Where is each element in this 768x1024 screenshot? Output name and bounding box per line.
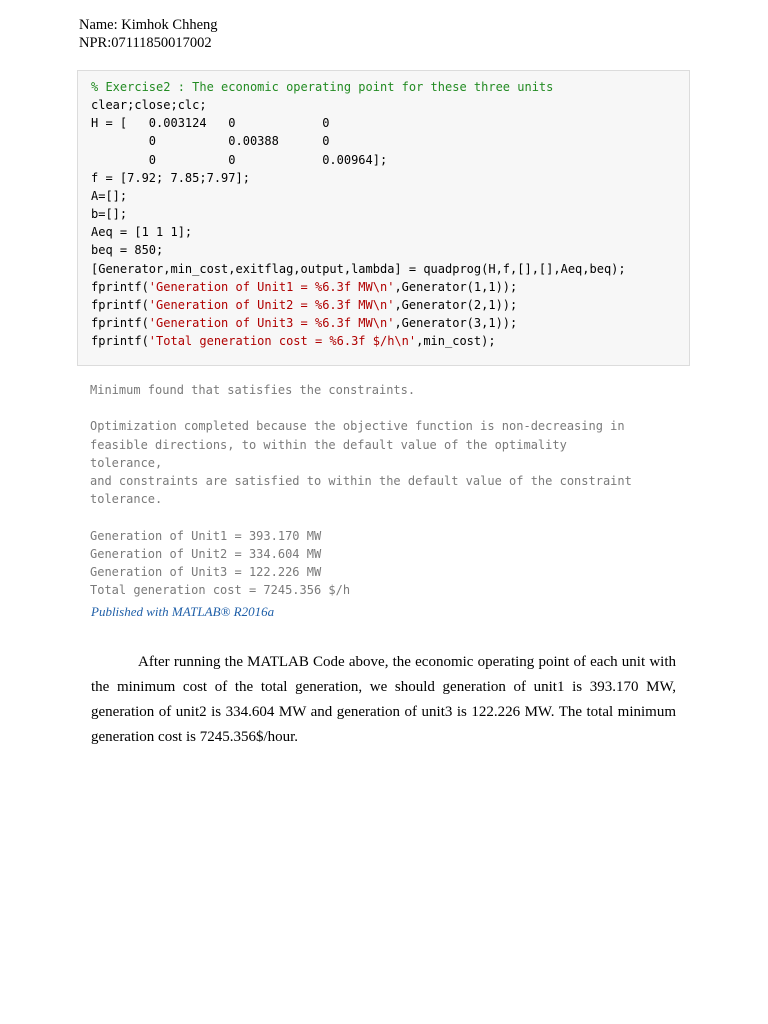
code-line: Aeq = [1 1 1]; bbox=[91, 225, 193, 240]
code-line: 0 0 0.00964]; bbox=[91, 152, 388, 167]
output-line: Generation of Unit3 = 122.226 MW bbox=[90, 565, 322, 580]
output-line: Generation of Unit2 = 334.604 MW bbox=[90, 546, 322, 561]
author-header bbox=[79, 16, 218, 52]
code-comment: % Exercise2 : The economic operating point for these three units bbox=[91, 80, 554, 94]
code-line: b=[]; bbox=[91, 207, 128, 222]
command-output bbox=[90, 381, 632, 599]
code-line: 0 0.00388 0 bbox=[91, 134, 330, 149]
output-line: Generation of Unit1 = 393.170 MW bbox=[90, 528, 322, 543]
code-line: H = [ 0.003124 0 0 bbox=[91, 116, 330, 131]
code-string: 'Generation of Unit2 = %6.3f MW\n' bbox=[148, 297, 395, 312]
code-keyword: fprintf( bbox=[91, 316, 149, 331]
code-args: ,Generator(2,1)); bbox=[394, 297, 518, 312]
code-keyword: fprintf( bbox=[91, 279, 149, 294]
output-line: Minimum found that satisfies the constraints. bbox=[90, 383, 416, 397]
code-string: 'Total generation cost = %6.3f $/h\n' bbox=[148, 334, 417, 349]
output-line: and constraints are satisfied to within the default value of the constraint bbox=[90, 474, 632, 489]
code-line: f = [7.92; 7.85;7.97]; bbox=[91, 170, 250, 185]
output-line: feasible directions, to within the default value of the optimality bbox=[90, 437, 567, 452]
output-line: tolerance, bbox=[90, 455, 163, 470]
output-line: tolerance. bbox=[90, 492, 163, 507]
code-args: ,Generator(1,1)); bbox=[394, 279, 518, 294]
code-string: 'Generation of Unit3 = %6.3f MW\n' bbox=[148, 316, 395, 331]
code-args: ,Generator(3,1)); bbox=[394, 316, 518, 331]
output-line: Total generation cost = 7245.356 $/h bbox=[90, 583, 351, 598]
code-args: ,min_cost); bbox=[416, 334, 496, 349]
code-keyword: fprintf( bbox=[91, 297, 149, 312]
code-keyword: fprintf( bbox=[91, 334, 149, 349]
code-line: clear;close;clc; bbox=[91, 98, 207, 113]
published-with-matlab-link[interactable]: Published with MATLAB® R2016a bbox=[91, 604, 275, 619]
output-line: Optimization completed because the objective function is non-decreasing in bbox=[90, 419, 625, 434]
code-line: A=[]; bbox=[91, 188, 128, 203]
body-paragraph: After running the MATLAB Code above, the economic operating point of each unit with the minimum cost of the total generation, we should generation of unit1 is 393.170 MW, generation of unit2 is 334.604 MW and generation of unit3 is 122.226 MW. The total minimum generation cost is 7245.356$/hour. bbox=[91, 654, 676, 745]
code-string: 'Generation of Unit1 = %6.3f MW\n' bbox=[148, 279, 395, 294]
matlab-code-block bbox=[77, 70, 690, 366]
author-name: Name: Kimhok Chheng bbox=[79, 17, 218, 33]
student-npr: NPR:07111850017002 bbox=[79, 35, 212, 51]
code-listing bbox=[91, 78, 626, 350]
code-line: beq = 850; bbox=[91, 243, 164, 258]
code-line: [Generator,min_cost,exitflag,output,lambda] = quadprog(H,f,[],[],Aeq,beq); bbox=[91, 261, 626, 276]
